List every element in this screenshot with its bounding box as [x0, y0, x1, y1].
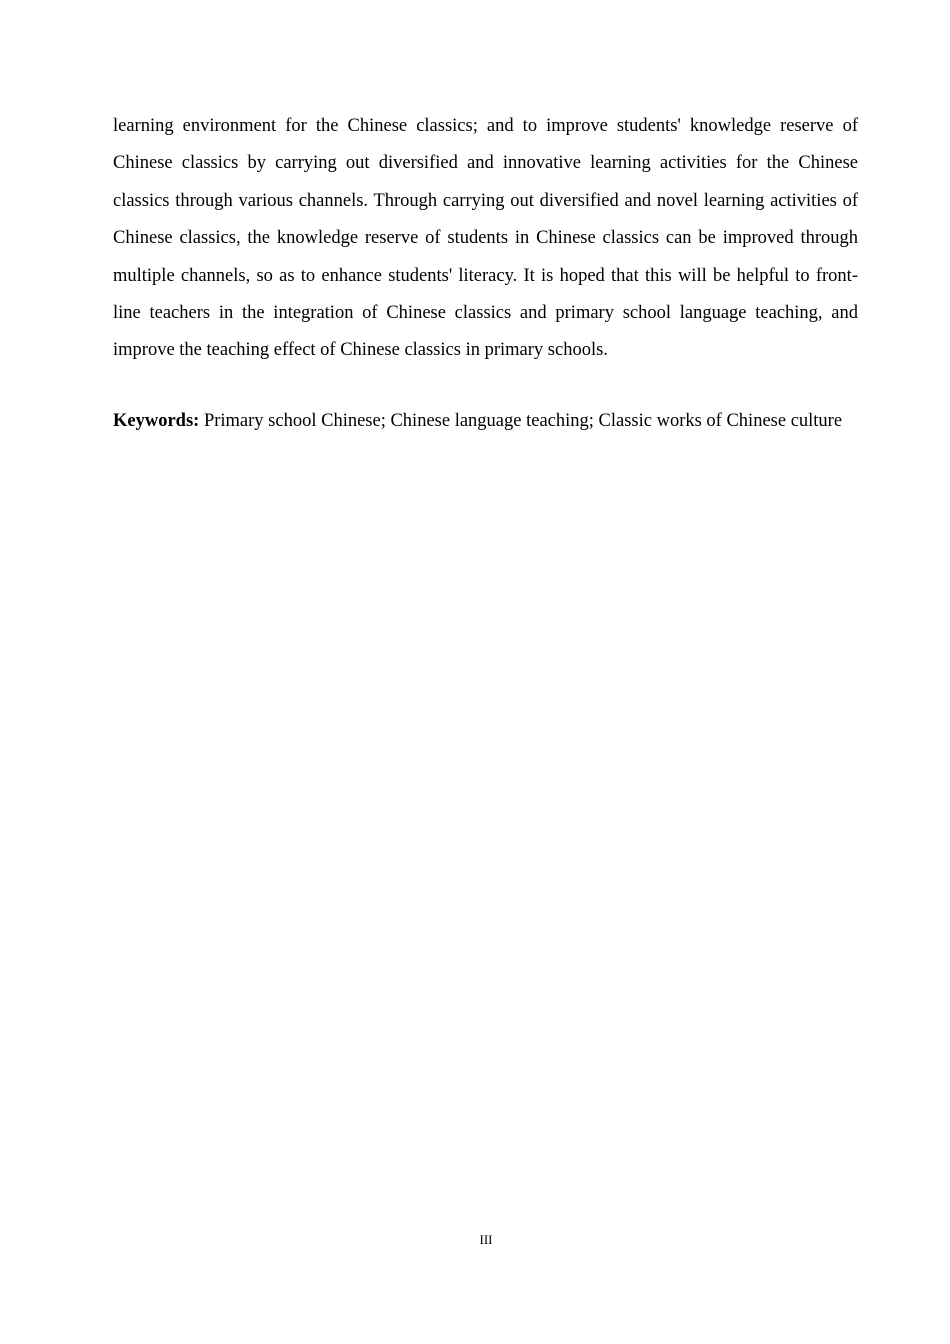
keywords-paragraph	[113, 403, 858, 440]
keywords-label: Keywords:	[113, 411, 200, 431]
keywords-text: Primary school Chinese; Chinese language teaching; Classic works of Chinese culture	[203, 411, 843, 431]
abstract-paragraph: learning environment for the Chinese classics; and to improve students' knowledge reserve of Chinese classics by carrying out diversified and innovative learning activities for the Chinese classics through various channels. Through carrying out diversified and novel learning activities of Chinese classics, the knowledge reserve of students in Chinese classics can be improved through multiple channels, so as to enhance students' literacy. It is hoped that this will be helpful to front-line teachers in the integration of Chinese classics and primary school language teaching, and improve the teaching effect of Chinese classics in primary schools.	[113, 116, 858, 361]
page-number: III	[479, 1232, 493, 1247]
